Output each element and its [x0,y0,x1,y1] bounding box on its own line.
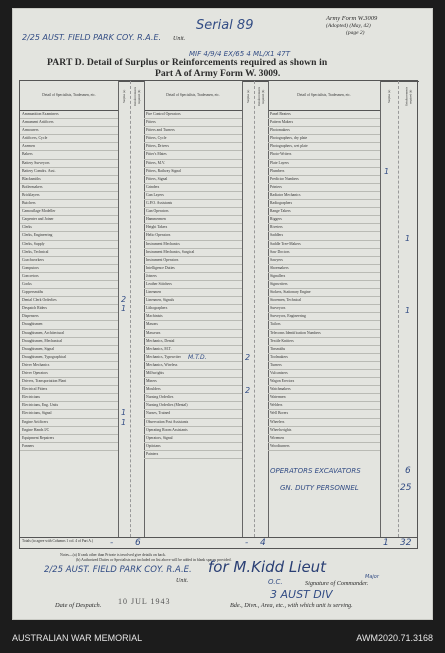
trade-row: Blacksmiths [20,176,118,184]
date-stamp: 10 JUL 1943 [118,597,171,606]
trade-row: Fitters, Railway Signal [144,168,242,176]
trade-row: Fitter's Mates [144,151,242,159]
trade-row: Fitters and Turners [144,127,242,135]
serial-handwritten: Serial 89 [196,18,254,33]
trade-row: Clerks, Engineering [20,232,118,240]
trade-row: Toolmakers [268,354,380,362]
trade-row: Instrument Operators [144,257,242,265]
trade-row: G.P.O. Assistants [144,200,242,208]
trade-row: Gun Operators [144,208,242,216]
trade-row: Saddle Tree-Makers [268,241,380,249]
trade-row: Photomakers [268,127,380,135]
trade-row: Nursing Orderlies (Mental) [144,402,242,410]
trade-row: Tailors [268,321,380,329]
trade-row: Instrument Mechanics [144,241,242,249]
trade-row: Panel Beaters [268,111,380,119]
signature-rank-sub: Major [365,574,379,580]
trade-row: Armament Artificers [20,119,118,127]
trade-row: Ammunition Examiners [20,111,118,119]
trade-row: Range Takers [268,208,380,216]
trade-row: Height Takers [144,224,242,232]
part-subtitle: Part A of Army Form W. 3009. [155,68,281,79]
trade-row: Signwriters [268,281,380,289]
trade-row: Helio Operators [144,232,242,240]
trade-row: Shoemakers [268,265,380,273]
qty-moulders: 2 [245,386,251,395]
trade-row: Riggers [268,216,380,224]
trade-row: Dental Clerk Orderlies [20,297,118,305]
column-header-surplus-1: Surplus (a) [118,81,130,111]
formation-label: Bde., Divn., Area, etc., with which unit is serving. [230,602,353,609]
trade-row: Mechanics, Dental [144,338,242,346]
trade-row: Joiners [144,273,242,281]
qty-operators-excavators: 6 [405,466,411,476]
trade-row: Carpenter and Joiner [20,216,118,224]
totals-col3-surplus: 1 [383,538,389,548]
unit-label: Unit. [173,36,186,42]
footer-institution: AUSTRALIAN WAR MEMORIAL [12,633,143,643]
trade-row: Saw Doctors [268,249,380,257]
trade-row: Fitters, Signal [144,176,242,184]
trades-table [19,80,418,543]
qty-storemen: 1 [405,306,411,315]
totals-col2-surplus: 4 [260,538,266,548]
trade-row: Stokers, Stationary Engine [268,289,380,297]
trade-row: Fire Control Operators [144,111,242,119]
trade-row: Opticians [144,443,242,451]
trade-row: Despatch Riders [20,305,118,313]
column-header-reinf-2: Reinforcements required (b) [254,81,268,111]
trade-row: Photographers, dry plate [268,135,380,143]
form-page-number: (page 2) [346,30,365,36]
qty-plumbers: 1 [384,167,390,176]
column-header-detail-1: Detail of Specialists, Tradesmen, etc. [20,81,118,111]
trade-row: Wheelers [268,419,380,427]
trade-row: Clerks, Technical [20,249,118,257]
trade-row: Nursing Orderlies [144,394,242,402]
trade-row: Engine Artificers [20,419,118,427]
trade-row: Wheelwrights [268,427,380,435]
part-title: PART D. Detail of Surplus or Reinforcements required as shown in [47,57,328,68]
trade-row: Photographers, wet plate [268,143,380,151]
trade-row: Masseurs [144,330,242,338]
trade-row: Artificers, Cycle [20,135,118,143]
trade-row: Masons [144,321,242,329]
trade-row: Dispensers [20,313,118,321]
trade-row: Electrical Fitters [20,386,118,394]
trade-row: Turners [268,362,380,370]
qty-saddlers: 1 [405,234,411,243]
trade-row: Draughtsmen, Signal [20,346,118,354]
trade-row: Coachworkers [20,257,118,265]
totals-col3-reinf: 32 [400,538,412,548]
trade-row: Clerks, Supply [20,241,118,249]
column-header-reinf-3: Reinforcements required (b) [398,81,419,111]
column-header-surplus-3: Surplus (a) [380,81,398,111]
trade-row: Wiremen [268,435,380,443]
trade-row: Electricians, Eng. Units [20,402,118,410]
trade-row: Hammermen [144,216,242,224]
signature-label: Signature of Commander. [305,580,369,587]
form-adopted: (Adopted) (May, 42) [326,23,371,29]
trade-row: Equipment Repairers [20,435,118,443]
trade-row: Electricians [20,394,118,402]
column-header-reinf-1: Reinforcements required (b) [130,81,144,111]
qty-gn-duty-personnel: 25 [400,483,412,493]
trade-row: Bakers [20,151,118,159]
trades-column-1 [20,111,118,451]
trade-row: Concretors [20,273,118,281]
trade-row: Millwrights [144,370,242,378]
trade-row: Gun Layers [144,192,242,200]
column-header-detail-2: Detail of Specialists, Tradesmen, etc. [144,81,242,111]
trade-row: Mechanics, Wireless [144,362,242,370]
trades-column-3 [268,111,380,451]
trade-row: Drivers, Transportation Plant [20,378,118,386]
totals-col2-dash: - [245,538,249,548]
trade-row: Signallers [268,273,380,281]
totals-col1-dash: - [110,538,114,548]
trade-row: Linesmen [144,289,242,297]
trade-row: Watchmakers [268,386,380,394]
trade-row: Storemen, Technical [268,297,380,305]
archive-footer [0,625,445,653]
gn-duty-personnel-label: GN. DUTY PERSONNEL [280,484,359,492]
note-line-2: (b) Authorized Duties or Specialists not included on list above will be added in blank spaces provided. [76,558,232,562]
operators-excavators-label: OPERATORS EXCAVATORS [270,467,361,475]
reference-handwritten: MIF 4/9/4 EX/65 4 ML/X1 47T [189,50,291,58]
trade-row: Leather Stitchers [144,281,242,289]
trade-row: Woodturners [268,443,380,451]
trade-row: Operators, Signal [144,435,242,443]
despatch-date-label: Date of Despatch. [55,602,102,609]
trade-row: Mechanics, Typewriter [144,354,242,362]
trade-row: Cooks [20,281,118,289]
form-number: Army Form W.3009 [326,15,378,22]
trade-row: Draughtsmen, Mechanical [20,338,118,346]
column-header-surplus-2: Surplus (a) [242,81,254,111]
trade-row: Lithographers [144,305,242,313]
trade-row: Riveters [268,224,380,232]
trade-row: Battery Surveyors [20,160,118,168]
trade-row: Armourers [20,127,118,135]
signature-unit-label: Unit. [176,578,189,584]
trade-row: Engine Hands I/C [20,427,118,435]
qty-clerks: 1 [121,304,127,313]
trade-row: Driver Operators [20,370,118,378]
trade-row: Draughtsmen [20,321,118,329]
qty-mechanics-mt-note: M.T.D. [188,354,207,361]
trade-row: Fitters, Drivers [144,143,242,151]
trade-row: Wagon Erectors [268,378,380,386]
trade-row: Linesmen, Signals [144,297,242,305]
qty-mechanics-mt: 2 [245,353,251,362]
trade-row: Radiographers [268,200,380,208]
totals-row [19,537,418,549]
trade-row: Welders [268,402,380,410]
trade-row: Fitters, Cycle [144,135,242,143]
signature-unit-handwritten: 2/25 AUST. FIELD PARK COY. R.A.E. [44,565,192,575]
trade-row: Mechanics, M.T. [144,346,242,354]
trade-row: Butchers [20,200,118,208]
formation-handwritten: 3 AUST DIV [270,588,333,601]
trade-row: Sawyers [268,257,380,265]
qty-dispensers: 1 [121,408,127,417]
trade-row: Draughtsmen, Architectural [20,330,118,338]
trade-row: Bricklayers [20,192,118,200]
trade-row: Nurses, Trained [144,410,242,418]
trade-row: Printers [268,184,380,192]
trade-row: Vulcanisers [268,370,380,378]
qty-electricians-eng: 1 [121,418,127,427]
commander-signature: for M.Kidd Lieut [208,558,327,576]
footer-accession-number: AWM2020.71.3168 [356,633,433,643]
trade-row: Computors [20,265,118,273]
trade-row: Fanners [20,443,118,451]
trade-row: Coppersmiths [20,289,118,297]
unit-handwritten: 2/25 AUST. FIELD PARK COY. R.A.E. [22,33,162,42]
note-line-1: Notes—(a) If rank other than Private is involved give details on back. [60,553,166,557]
signature-oc: O.C. [268,578,283,586]
trades-column-2 [144,111,242,459]
trade-row: Battery Comdrs. Asst. [20,168,118,176]
trade-row: Miners [144,378,242,386]
totals-col1-surplus: 6 [135,538,141,548]
trade-row: Plate Layers [268,160,380,168]
trade-row: Painters [144,451,242,459]
trade-row: Photo-Writers [268,151,380,159]
trade-row: Radiator Mechanics [268,192,380,200]
trade-row: Machinists [144,313,242,321]
trade-row: Boilermakers [20,184,118,192]
trade-row: Well Borers [268,410,380,418]
trade-row: Camouflage Modeller [20,208,118,216]
trade-row: Axemen [20,143,118,151]
trade-row: Surveyors, Engineering [268,313,380,321]
trade-row: Pattern Makers [268,119,380,127]
totals-label: Totals (to agree with Columns 1 col. 4 of Part A.) [22,539,94,543]
trade-row: Intelligence Duties [144,265,242,273]
trade-row: Draughtsmen, Typographical [20,354,118,362]
trade-row: Fitters [144,119,242,127]
trade-row: Predictor Numbers [268,176,380,184]
trade-row: Driver Mechanics [20,362,118,370]
trade-row: Saddlers [268,232,380,240]
trade-row: Moulders [144,386,242,394]
trade-row: Fitters, M.V. [144,160,242,168]
trade-row: Grinders [144,184,242,192]
trade-row: Instrument Mechanics, Surgical [144,249,242,257]
trade-row: Surveyors [268,305,380,313]
trade-row: Tinsmiths [268,346,380,354]
trade-row: Watermen [268,394,380,402]
trade-row: Observation Post Assistants [144,419,242,427]
trade-row: Telecoms Identification Numbers [268,330,380,338]
trade-row: Textile Knitters [268,338,380,346]
trade-row: Electricians, Signal [20,410,118,418]
column-header-detail-3: Detail of Specialists, Tradesmen, etc. [268,81,380,111]
trade-row: Plumbers [268,168,380,176]
trade-row: Clerks [20,224,118,232]
qty-carpenter-joiner: 2 [121,295,127,304]
trade-row: Operating Room Assistants [144,427,242,435]
